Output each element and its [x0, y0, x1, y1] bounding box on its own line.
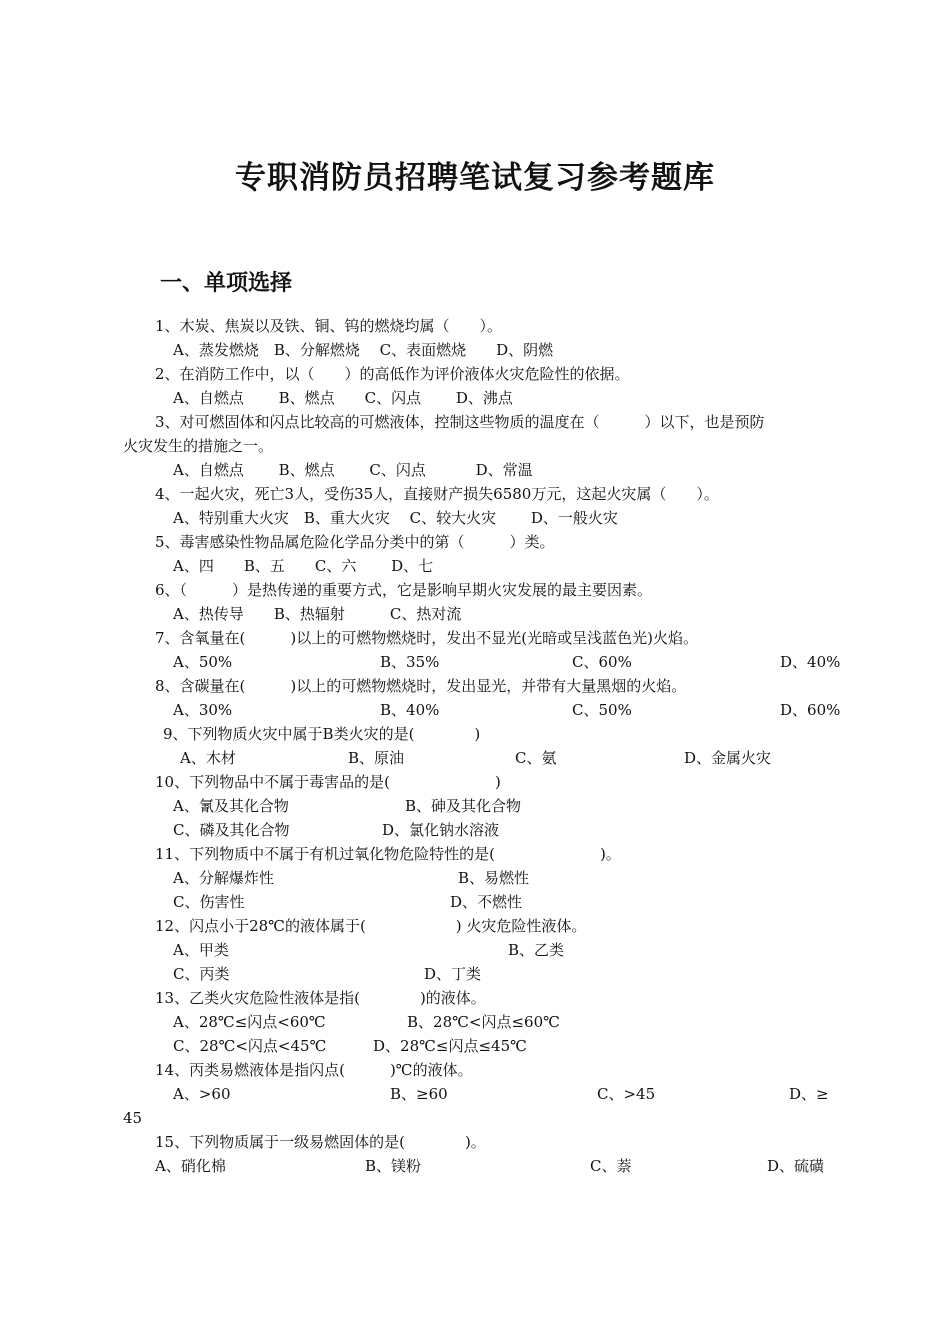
question-13-option-d: D、28℃≤闪点≤45℃ — [373, 1037, 527, 1055]
question-3-stem-line2: 火灾发生的措施之一。 — [123, 437, 274, 455]
question-14-option-d: D、≥ — [789, 1085, 829, 1103]
question-9-option-b: B、原油 — [348, 749, 405, 767]
question-6-stem: 6、（ ）是热传递的重要方式，它是影响早期火灾发展的最主要因素。 — [155, 581, 653, 599]
question-8-option-b: B、40% — [380, 701, 440, 719]
question-8-option-c: C、50% — [572, 701, 632, 719]
question-13-option-a: A、28℃≤闪点<60℃ — [173, 1013, 326, 1031]
question-4-options: A、特别重大火灾 B、重大火灾 C、较大火灾 D、一般火灾 — [173, 509, 618, 527]
question-12-option-d: D、丁类 — [424, 965, 482, 983]
question-7-stem: 7、含氧量在( )以上的可燃物燃烧时，发出不显光(光暗或呈浅蓝色光)火焰。 — [155, 629, 698, 647]
question-13-option-b: B、28℃<闪点≤60℃ — [407, 1013, 560, 1031]
question-5-stem: 5、毒害感染性物品属危险化学品分类中的第（ ）类。 — [155, 533, 555, 551]
question-11-option-c: C、伤害性 — [173, 893, 245, 911]
question-12-option-a: A、甲类 — [173, 941, 229, 959]
question-7-option-a: A、50% — [173, 653, 233, 671]
question-11-stem: 11、下列物质中不属于有机过氧化物危险特性的是( )。 — [155, 845, 621, 863]
question-10-option-d: D、氯化钠水溶液 — [382, 821, 500, 839]
question-7-option-b: B、35% — [380, 653, 440, 671]
question-7-option-c: C、60% — [572, 653, 632, 671]
question-5-options: A、四 B、五 C、六 D、七 — [173, 557, 434, 575]
question-15-option-d: D、硫磺 — [767, 1157, 825, 1175]
question-10-option-c: C、磷及其化合物 — [173, 821, 290, 839]
question-9-option-d: D、金属火灾 — [684, 749, 772, 767]
question-3-options: A、自燃点 B、燃点 C、闪点 D、常温 — [173, 461, 533, 479]
question-11-option-b: B、易燃性 — [458, 869, 530, 887]
question-2-stem: 2、在消防工作中，以（ ）的高低作为评价液体火灾危险性的依据。 — [155, 365, 630, 383]
question-15-stem: 15、下列物质属于一级易燃固体的是( )。 — [155, 1133, 486, 1151]
section-heading: 一、单项选择 — [160, 271, 293, 296]
question-14-option-a: A、>60 — [173, 1085, 231, 1103]
question-14-option-d-wrap: 45 — [123, 1109, 143, 1127]
question-8-option-d: D、60% — [780, 701, 841, 719]
question-6-options: A、热传导 B、热辐射 C、热对流 — [173, 605, 462, 623]
document-title: 专职消防员招聘笔试复习参考题库 — [235, 160, 715, 196]
question-13-option-c: C、28℃<闪点<45℃ — [173, 1037, 327, 1055]
question-1-options: A、蒸发燃烧 B、分解燃烧 C、表面燃烧 D、阴燃 — [173, 341, 554, 359]
question-10-option-b: B、砷及其化合物 — [405, 797, 522, 815]
question-8-stem: 8、含碳量在( )以上的可燃物燃烧时，发出显光，并带有大量黑烟的火焰。 — [155, 677, 687, 695]
question-14-stem: 14、丙类易燃液体是指闪点( )℃的液体。 — [155, 1061, 473, 1079]
question-2-options: A、自燃点 B、燃点 C、闪点 D、沸点 — [173, 389, 513, 407]
question-3-stem-line1: 3、对可燃固体和闪点比较高的可燃液体，控制这些物质的温度在（ ）以下，也是预防 — [155, 413, 765, 431]
question-15-option-c: C、萘 — [590, 1157, 632, 1175]
question-14-option-b: B、≥60 — [390, 1085, 448, 1103]
question-9-option-c: C、氨 — [515, 749, 557, 767]
question-4-stem: 4、一起火灾，死亡3人，受伤35人，直接财产损失6580万元，这起火灾属（ ）。 — [155, 485, 719, 503]
question-9-stem: 9、下列物质火灾中属于B类火灾的是( ) — [163, 725, 481, 743]
question-9-option-a: A、木材 — [180, 749, 236, 767]
question-8-option-a: A、30% — [173, 701, 233, 719]
question-13-stem: 13、乙类火灾危险性液体是指( )的液体。 — [155, 989, 486, 1007]
question-10-stem: 10、下列物品中不属于毒害品的是( ) — [155, 773, 501, 791]
question-12-option-b: B、乙类 — [508, 941, 565, 959]
question-15-option-b: B、镁粉 — [365, 1157, 422, 1175]
question-10-option-a: A、氰及其化合物 — [173, 797, 289, 815]
question-7-option-d: D、40% — [780, 653, 841, 671]
question-11-option-a: A、分解爆炸性 — [173, 869, 274, 887]
question-15-option-a: A、硝化棉 — [155, 1157, 226, 1175]
question-14-option-c: C、>45 — [597, 1085, 656, 1103]
question-1-stem: 1、木炭、焦炭以及铁、铜、钨的燃烧均属（ ）。 — [155, 317, 503, 335]
question-12-stem: 12、闪点小于28℃的液体属于( ) 火灾危险性液体。 — [155, 917, 587, 935]
question-12-option-c: C、丙类 — [173, 965, 230, 983]
question-11-option-d: D、不燃性 — [450, 893, 523, 911]
